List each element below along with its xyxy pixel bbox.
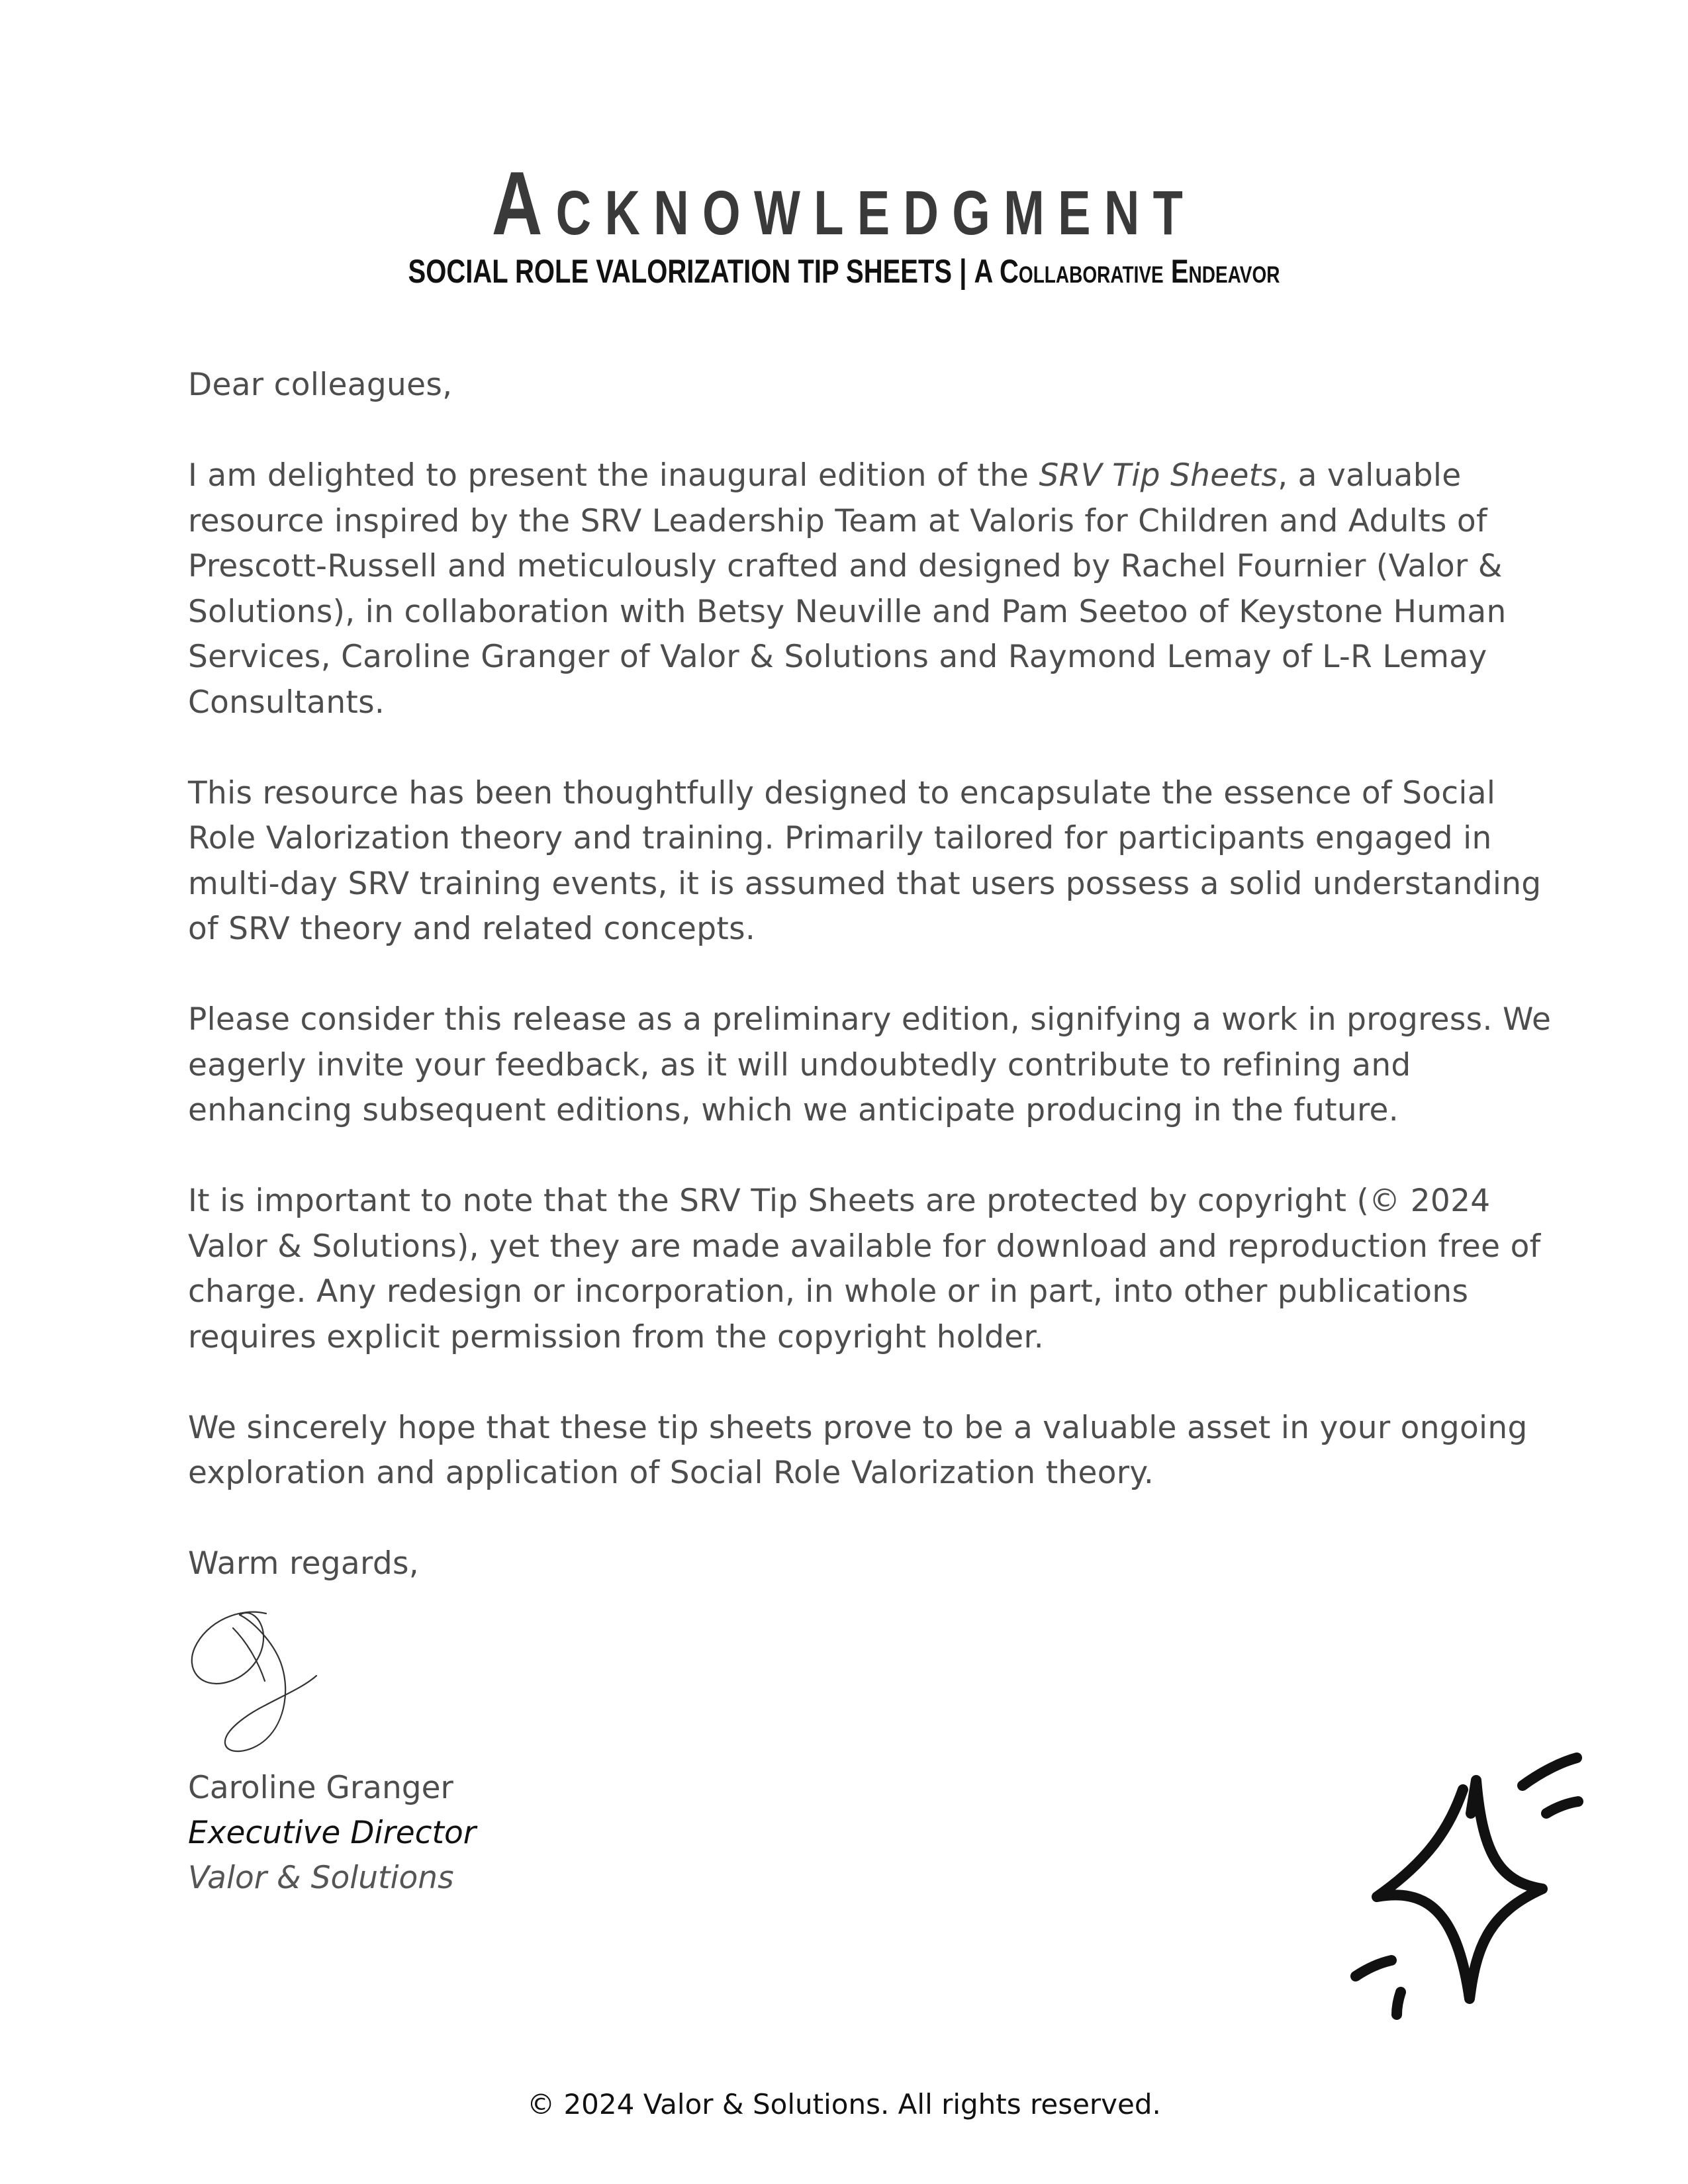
p1-text-before: I am delighted to present the inaugural edition of the bbox=[188, 457, 1039, 494]
subtitle-tagline: A Collaborative Endeavor bbox=[974, 253, 1280, 290]
signatory-organization: Valor & Solutions bbox=[188, 1860, 454, 1896]
sparkle-icon bbox=[1350, 1747, 1602, 2025]
subtitle-series: SOCIAL ROLE VALORIZATION TIP SHEETS bbox=[408, 253, 953, 290]
letter-greeting: Dear colleagues, bbox=[188, 367, 453, 403]
letter-paragraph-1 bbox=[188, 453, 1565, 725]
letter-body bbox=[188, 363, 1565, 1632]
signature-block bbox=[188, 1766, 476, 1901]
letter-paragraph-2: This resource has been thoughtfully designed to encapsulate the essence of Social Role Valorization theory and training. Primarily tailored for participants engaged in multi-day SRV training events, it is assumed that users possess a solid understanding of SRV theory and related concepts. bbox=[188, 774, 1542, 947]
letter-paragraph-5: We sincerely hope that these tip sheets prove to be a valuable asset in your ongoing exploration and application of Social Role Valorization theory. bbox=[188, 1409, 1528, 1491]
footer-copyright: © 2024 Valor & Solutions. All rights reserved. bbox=[527, 2088, 1161, 2120]
letter-paragraph-4: It is important to note that the SRV Tip Sheets are protected by copyright (© 2024 Valor & Solutions), yet they are made available for download and reproduction free of charge. Any redesign or incorporation, in whole or in part, into other publications requires explicit permission from the copyright holder. bbox=[188, 1183, 1541, 1355]
page-title: Acknowledgment bbox=[491, 153, 1197, 253]
letter-closing: Warm regards, bbox=[188, 1545, 419, 1582]
p1-text-after: , a valuable resource inspired by the SRV Leadership Team at Valoris for Children and Adults of Prescott-Russell and meticulously crafted and designed by Rachel Fournier (Valor & Solutions), in collaboration with Betsy Neuville and Pam Seetoo of Keystone Human Services, Caroline Granger of Valor & Solutions and Raymond Lemay of L-R Lemay Consultants. bbox=[188, 457, 1507, 721]
subtitle-separator: | bbox=[959, 253, 967, 290]
page-subtitle bbox=[169, 251, 1519, 291]
signature-icon bbox=[187, 1602, 332, 1760]
p1-italic-title: SRV Tip Sheets bbox=[1039, 457, 1278, 494]
signatory-name: Caroline Granger bbox=[188, 1770, 453, 1806]
signatory-title: Executive Director bbox=[188, 1815, 477, 1851]
letter-paragraph-3: Please consider this release as a preliminary edition, signifying a work in progress. We eagerly invite your feedback, as it will undoubtedly contribute to refining and enhancing subsequent editions, which we anticipate producing in the future. bbox=[188, 1001, 1552, 1128]
